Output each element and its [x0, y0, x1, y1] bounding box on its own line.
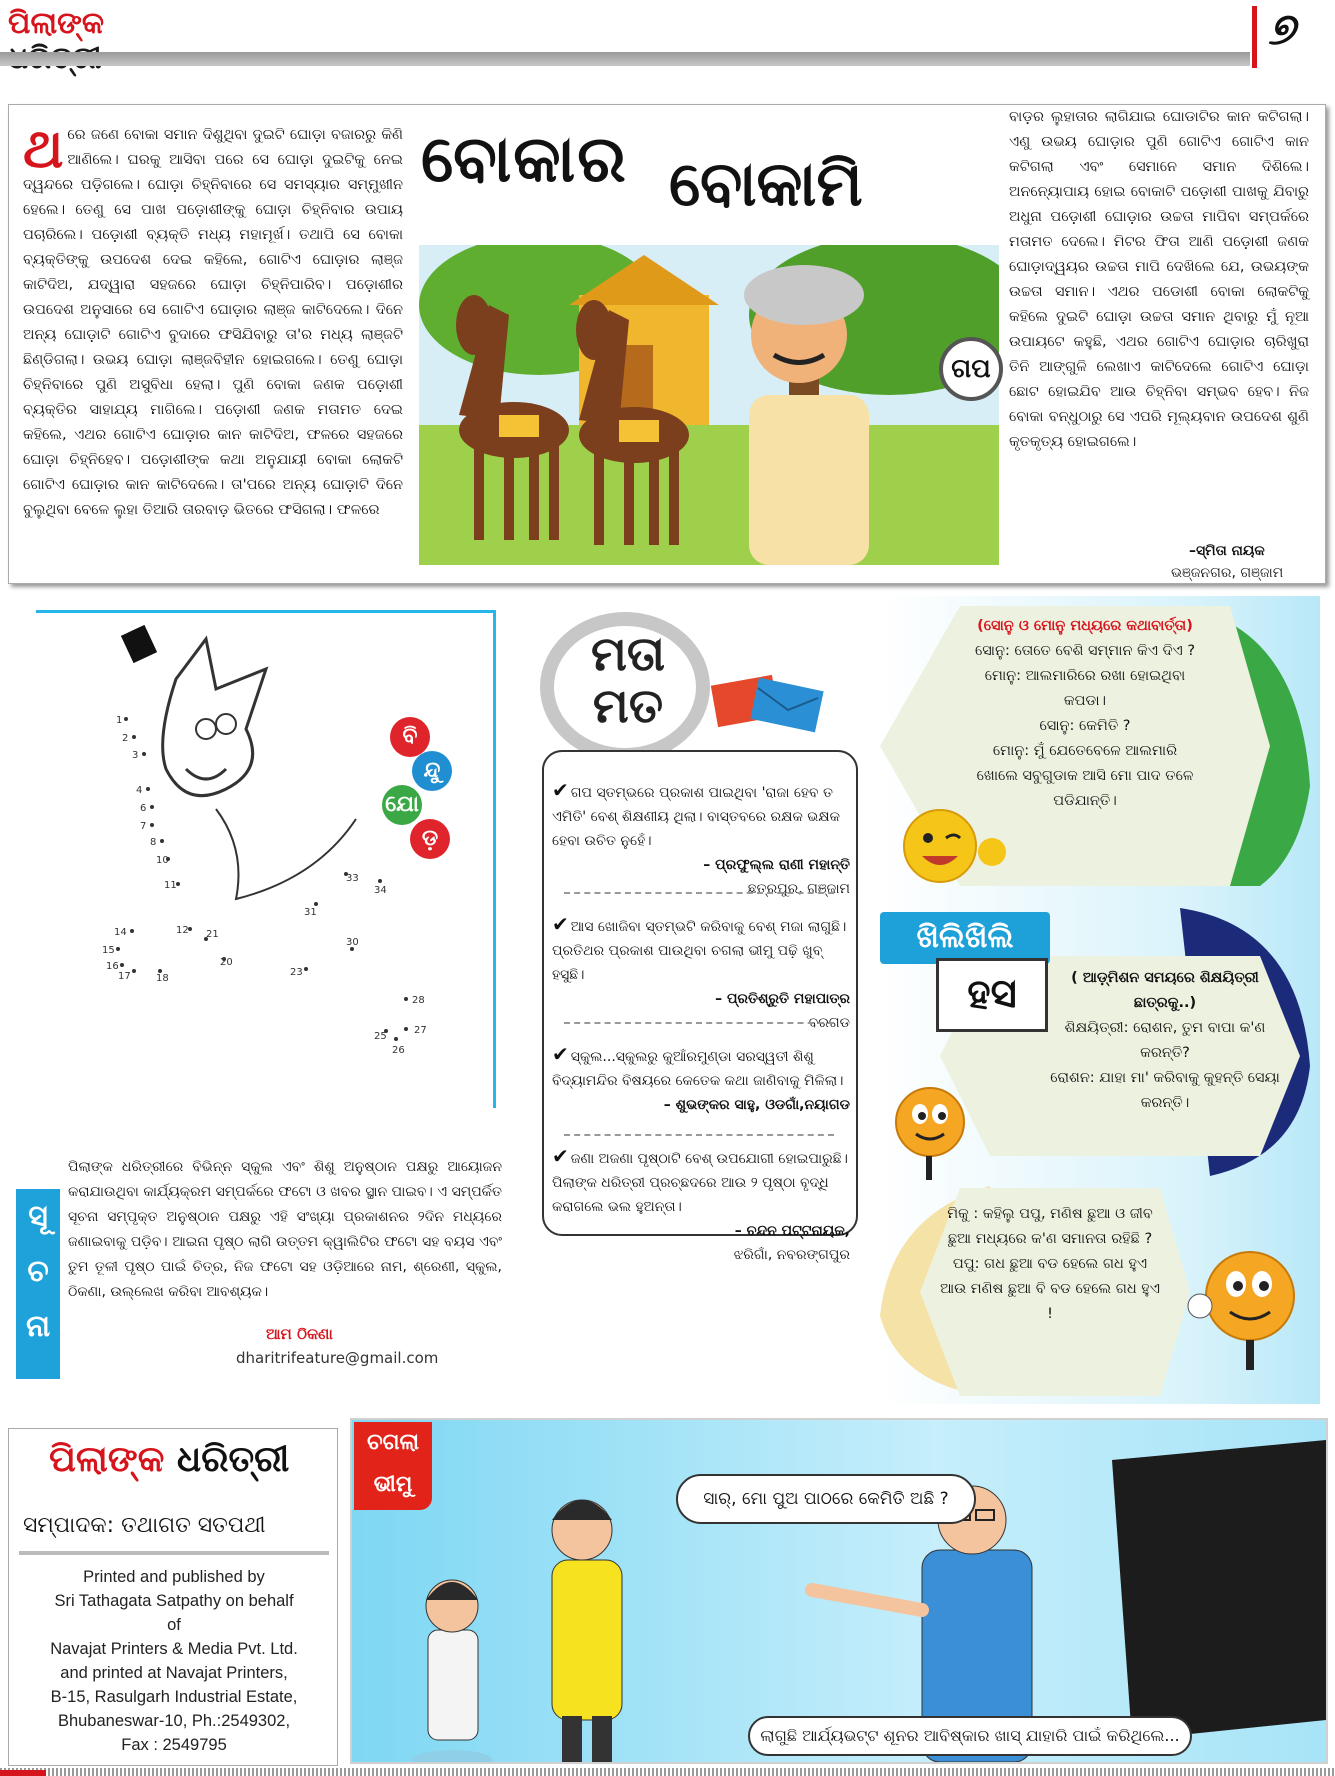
notice-address-heading: ଆମ ଠିକଣା [266, 1325, 333, 1343]
winking-smiley-icon [900, 806, 1010, 886]
joke-2-line: ଶିକ୍ଷୟିତ୍ରୀ: ରୋଶନ, ତୁମ ବାପା କ'ଣ କରନ୍ତି? [1064, 1020, 1266, 1061]
svg-text:17: 17 [118, 971, 131, 982]
joke-2-title: ( ଆଡ଼୍‌ମିଶନ ସମୟରେ ଶିକ୍ଷୟିତ୍ରୀ ଛାତ୍ରକୁ..) [1071, 970, 1259, 1011]
letter-author: – ପ୍ରତିଶ୍ରୁତି ମହାପାତ୍ର [715, 991, 850, 1007]
speech-bubble-teacher: ଲାଗୁଛି ଆର୍ଯ୍ୟଭଟ୍ଟ ଶୂନର ଆବିଷ୍କାର ଖାସ୍ ଯାହାରି ପାଇଁ କରିଥିଲେ... [748, 1716, 1192, 1756]
puzzle-bubble-1: ବି [390, 717, 430, 757]
svg-text:11: 11 [164, 880, 177, 891]
joke-2 [1040, 966, 1290, 1116]
puzzle-bubble-4: ଡ଼ [410, 819, 450, 859]
imprint-line: Bhubaneswar-10, Ph.:2549302, [57, 1712, 291, 1730]
letter-2 [552, 912, 850, 1035]
notice-email[interactable]: dharitrifeature@gmail.com [236, 1349, 439, 1367]
notice-tab-letter-1: ସୂ [28, 1199, 48, 1234]
letters-title-line2: ମତ [592, 678, 664, 734]
letter-author: – ପ୍ରଫୁଲ୍ଲ ରାଣୀ ମହାନ୍ତି [703, 857, 850, 873]
story-illustration [419, 245, 999, 565]
svg-text:23: 23 [290, 967, 303, 978]
joke-1-line: ମୋନୁ: ମୁଁ ଯେତେବେଳେ ଆଲମାରି ଖୋଲେ ସବୁଗୁଡାକ ଆସି ମୋ ପାଦ ତଳେ ପଡିଯାନ୍ତି। [976, 743, 1194, 809]
notice-tab [16, 1189, 60, 1379]
letters-title [568, 628, 688, 732]
joke-1-line: ମୋନୁ: ଆଲମାରିରେ ରଖା ହୋଇଥିବା କପଡା। [984, 668, 1186, 709]
dot-numbers [102, 715, 427, 1056]
footer-red-mark [0, 1770, 46, 1776]
letters-box [542, 750, 858, 1263]
thumbs-up-smiley-icon [1180, 1236, 1310, 1376]
envelope-icon [708, 664, 828, 734]
svg-text:3: 3 [132, 750, 139, 761]
joke-3-line: ପପୁ: ଗଧ ଛୁଆ ବଡ ହେଲେ ଗଧ ହୁଏ ଆଉ ମଣିଷ ଛୁଆ ବି ବଡ ହେଲେ ଗଧ ହୁଏ ! [940, 1256, 1160, 1322]
comic-tag [354, 1422, 432, 1510]
svg-text:7: 7 [140, 821, 147, 832]
svg-text:20: 20 [220, 957, 233, 968]
letter-4 [552, 1144, 850, 1267]
page-number: ୭ [1268, 4, 1295, 55]
svg-text:27: 27 [414, 1025, 427, 1036]
notice-body: ପିଲାଙ୍କ ଧରିତ୍ରୀରେ ବିଭିନ୍ନ ସ୍କୁଲ ଏବଂ ଶିଶୁ ଅନୁଷ୍ଠାନ ପକ୍ଷରୁ ଆୟୋଜନ କରାଯାଉଥିବା କାର୍ଯ୍ୟକ୍ରମ ସମ୍ପର୍କରେ ଫଟୋ ଓ ଖବର ସ୍ଥାନ ପାଇବ। ଏ ସମ୍ପର୍କିତ ସୂଚନା ସମ୍ପୃକ୍ତ ଅନୁଷ୍ଠାନ ପକ୍ଷରୁ ଏହି ସଂଖ୍ୟା ପ୍ରକାଶନର ୨ଦିନ ମଧ୍ୟରେ ଜଣାଇବାକୁ ପଡ଼ିବ। ଆଇନା ପୃଷ୍ଠ ଲାଗି ଉତ୍ତମ କ୍ୱାଲିଟିର ଫଟୋ ସହ ବୟସ ଏବଂ ତୁମ ତୂଳୀ ପୃଷ୍ଠ ପାଇଁ ଚିତ୍ର, ନିଜ ଫଟୋ ସହ ଓଡ଼ିଆରେ ନାମ, ଶ୍ରେଣୀ, ସ୍କୁଲ, ଠିକଣା, ଉଲ୍ଲେଖ କରିବା ଆବଶ୍ୟକ। [68, 1159, 502, 1300]
svg-text:33: 33 [346, 873, 359, 884]
imprint-divider [19, 1551, 329, 1555]
svg-text:34: 34 [374, 885, 387, 896]
svg-text:12: 12 [176, 925, 189, 936]
divider [564, 892, 834, 894]
imprint-line: Fax : 2549795 [121, 1736, 227, 1754]
jokes-heading-word1: ଖିଲିଖିଲି [880, 912, 1050, 964]
story-author: –ସ୍ମିତା ନାୟକ [1189, 543, 1265, 559]
svg-text:14: 14 [114, 927, 127, 938]
story-title-part1: ବୋକାର [421, 123, 628, 197]
speech-bubble-father: ସାର୍, ମୋ ପୁଅ ପାଠରେ କେମିତି ଅଛି ? [676, 1474, 976, 1524]
brand-logo [8, 6, 198, 54]
notice-box [16, 1153, 506, 1377]
letter-text: ଗପ ସ୍ତମ୍ଭରେ ପ୍ରକାଶ ପାଇଥିବା 'ରାଜା ହେବ ତ ଏମିତି' ବେଶ୍ ଶିକ୍ଷଣୀୟ ଥିଲା। ବାସ୍ତବରେ ରକ୍ଷକ ଭକ୍ଷକ ହେବା ଉଚିତ ନୁହେଁ। [552, 785, 840, 849]
comic-tag-line2: ଭୀମୁ [373, 1472, 413, 1497]
imprint-logo-part2: ଧରିତ୍ରୀ [176, 1439, 290, 1480]
svg-text:18: 18 [156, 973, 169, 984]
dot-puzzle [36, 610, 496, 1108]
thumbs-up-smiley-icon [880, 1076, 990, 1186]
letter-author: – ଶୁଭଙ୍କର ସାହୁ, ଓଡଗାଁ,ନୟାଗଡ [663, 1097, 850, 1113]
letter-text: ସ୍କୁଲ...ସ୍କୁଲରୁ କୁଆଁରମୁଣ୍ଡା ସରସ୍ୱତୀ ଶିଶୁ ବିଦ୍ୟାମନ୍ଦିର ବିଷୟରେ କେତେକ କଥା ଜାଣିବାକୁ ମିଳିଲା। [552, 1049, 844, 1089]
joke-1-line: ସୋନୁ: ତୋତେ ବେଶି ସମ୍ମାନ କିଏ ଦିଏ ? [974, 643, 1196, 659]
imprint-line: Navajat Printers & Media Pvt. Ltd. [50, 1640, 298, 1658]
brand-part1: ପିଲାଙ୍କ [8, 6, 105, 41]
imprint-line: Printed and published by [83, 1568, 265, 1586]
puzzle-bubble-3: ଯୋ [382, 785, 422, 825]
joke-3 [940, 1202, 1160, 1327]
imprint-box [8, 1428, 338, 1766]
joke-2-line: ରୋଶନ: ଯାହା ମା' କରିବାକୁ କୁହନ୍ତି ସେୟା କରନ୍ତି। [1050, 1070, 1280, 1111]
page-number-divider [1252, 6, 1257, 68]
svg-text:8: 8 [150, 837, 157, 848]
svg-text:15: 15 [102, 945, 115, 956]
header-bar [0, 52, 1250, 66]
imprint-text [29, 1565, 319, 1757]
svg-text:28: 28 [412, 995, 425, 1006]
svg-text:1: 1 [116, 715, 123, 726]
joke-3-line: ମିକୁ : କହିଲୁ ପପୁ, ମଣିଷ ଛୁଆ ଓ ଜୀବ ଛୁଆ ମଧ୍ୟରେ କ'ଣ ସମାନତା ରହିଛି ? [947, 1206, 1153, 1247]
letter-place: ଛତ୍ରପୁର, ଗଞ୍ଜାମ [747, 881, 850, 897]
check-icon: ✔ [552, 1042, 569, 1066]
imprint-line: Sri Tathagata Satpathy on behalf [54, 1592, 294, 1610]
comic-illustration [352, 1420, 1326, 1762]
imprint-line: of [167, 1616, 181, 1634]
puzzle-bubble-2: ନ୍ଦୁ [412, 751, 452, 791]
story-dropcap: ଥ [23, 116, 64, 180]
letter-text: ଆସ ଖୋଜିବା ସ୍ତମ୍ଭଟି କରିବାକୁ ବେଶ୍ ମଜା ଲାଗୁଛି। ପ୍ରତିଥର ପ୍ରକାଶ ପାଉଥିବା ଚଗଲା ଭୀମୁ ପଢ଼ି ଖୁବ୍ ହସୁଛି। [552, 919, 847, 983]
imprint-editor: ସମ୍ପାଦକ: ତଥାଗତ ସତପଥୀ [23, 1513, 266, 1538]
imprint-logo-part1: ପିଲାଙ୍କ [49, 1439, 165, 1480]
letter-1 [552, 778, 850, 901]
story-left-text: ରେ ଜଣେ ବୋକା ସମାନ ଦିଶୁଥିବା ଦୁଇଟି ଘୋଡ଼ା ବଜାରରୁ କିଣି ଆଣିଲେ। ଘରକୁ ଆସିବା ପରେ ସେ ଘୋଡ଼ା ଦୁଇଟିକୁ ନେଇ ଦ୍ୱନ୍ଦରେ ପଡ଼ିଗଲେ। ଘୋଡ଼ା ଚିହ୍ନିବାରେ ସେ ସମସ୍ୟାର ସମ୍ମୁଖୀନ ହେଲେ। ତେଣୁ ସେ ପାଖ ପଡ଼ୋଶୀଙ୍କୁ ଘୋଡ଼ା ଚିହ୍ନିବାର ଉପାୟ ପଚାରିଲେ। ପଡ଼ୋଶୀ ବ୍ୟକ୍ତି ମଧ୍ୟ ମହାମୂର୍ଖ। ତଥାପି ସେ ବୋକା ବ୍ୟକ୍ତିଙ୍କୁ ଉପଦେଶ ଦେଇ କହିଲେ, ଗୋଟିଏ ଘୋଡ଼ାର ଲାଞ୍ଜ କାଟିଦିଅ, ଯଦ୍ୱାରା ସହଜରେ ଘୋଡ଼ା ଚିହ୍ନିପାରିବ। ପଡ଼ୋଶୀର ଉପଦେଶ ଅନୁସାରେ ସେ ଗୋଟିଏ ଘୋଡ଼ାର ଲାଞ୍ଜ କାଟିଦେଲେ। ଦିନେ ଅନ୍ୟ ଘୋଡ଼ାଟି ଗୋଟିଏ ବୁଦାରେ ଫସିଯିବାରୁ ତା'ର ମଧ୍ୟ ଲାଞ୍ଜଟି ଛିଣ୍ଡିଗଲା। ଉଭୟ ଘୋଡ଼ା ଲାଞ୍ଜବିହୀନ ହୋଇଗଲେ। ତେଣୁ ଘୋଡ଼ା ଚିହ୍ନିବାରେ ପୁଣି ଅସୁବିଧା ହେଲା। ପୁଣି ବୋକା ଜଣକ ପଡ଼ୋଶୀ ବ୍ୟକ୍ତିର ସାହାଯ୍ୟ ମାଗିଲେ। ପଡ଼ୋଶୀ ଜଣକ ମତାମତ ଦେଇ କହିଲେ, ଏଥର ଗୋଟିଏ ଘୋଡ଼ାର କାନ କାଟିଦିଅ, ଫଳରେ ସହଜରେ ଘୋଡ଼ା ଚିହ୍ନିହେବ। ପଡ଼ୋଶୀଙ୍କ କଥା ଅନୁଯାୟୀ ବୋକା ଲୋକଟି ଗୋଟିଏ ଘୋଡ଼ାର କାନ କାଟିଦେଲେ। ତା'ପରେ ଅନ୍ୟ ଘୋଡ଼ାଟି ଦିନେ ବୁଲୁଥିବା ବେଳେ ଲୁହା ତିଆରି ତାରବାଡ଼ ଭିତରେ ଫସିଗଲା। ଫଳରେ [23, 127, 403, 518]
svg-text:16: 16 [106, 961, 119, 972]
letter-text: ଜଣା ଅଜଣା ପୃଷ୍ଠାଟି ବେଶ୍ ଉପଯୋଗୀ ହୋଇପାରୁଛି। ପିଲାଙ୍କ ଧରିତ୍ରୀ ପ୍ରଚ୍ଛଦରେ ଆଉ ୨ ପୃଷ୍ଠା ବୃଦ୍ଧି କରାଗଲେ ଭଲ ହୁଅନ୍ତା। [552, 1151, 848, 1215]
letter-place: ବରଗଡ [808, 1015, 850, 1031]
svg-text:6: 6 [140, 803, 147, 814]
svg-text:25: 25 [374, 1031, 387, 1042]
story-right-column: ବାଡ଼ର ଲୁହାତାର ଲାଗିଯାଇ ଘୋଡାଟିର କାନ କଟିଗଲା। ଏଣୁ ଉଭୟ ଘୋଡ଼ାର ପୁଣି ଗୋଟିଏ ଗୋଟିଏ କାନ କଟିଗଲା ଏବଂ ସେମାନେ ସମାନ ଦିଶିଲେ। ଅନନ୍ୟୋପାୟ ହୋଇ ବୋକାଟି ପଡ଼ୋଶୀ ପାଖକୁ ଯିବାରୁ ଅଧୁନା ପଡ଼ୋଶୀ ଘୋଡ଼ାର ଉଚ୍ଚତା ମାପିବା ସମ୍ପର୍କରେ ମତାମତ ଦେଲେ। ମିଟର ଫିତା ଆଣି ପଡ଼ୋଶୀ ଜଣକ ଘୋଡ଼ାଦ୍ୱୟର ଉଚ୍ଚତା ମାପି ଦେଖିଲେ ଯେ, ଉଭୟଙ୍କ ଉଚ୍ଚତା ସମାନ। ଏଥର ପଡୋଶୀ ବୋକା ଲୋକଟିକୁ କହିଲେ ଦୁଇଟି ଘୋଡ଼ା ଉଚ୍ଚତା ସମାନ ଥିବାରୁ ମୁଁ ନୂଆ ଉପାୟଟେ କହୁଛି, ଏଥର ଗୋଟିଏ ଘୋଡ଼ାର ଚାରିଖୁରା ତିନି ଆଙ୍ଗୁଳି ଲେଖାଏ କାଟିଦେଲେ ଗୋଟିଏ ଘୋଡ଼ା ଛୋଟ ହୋଇଯିବ ଆଉ ଚିହ୍ନିବା ସମ୍ଭବ ହେବ। ନିଜ ବୋକା ବନ୍ଧୁଠାରୁ ସେ ଏପରି ମୂଲ୍ୟବାନ ଉପଦେଶ ଶୁଣି କୃତକୃତ୍ୟ ହୋଇଗଲେ। [1009, 109, 1309, 450]
joke-1-title: (ସୋନୁ ଓ ମୋନୁ ମଧ୍ୟରେ କଥାବାର୍ତ୍ତା) [977, 618, 1193, 634]
check-icon: ✔ [552, 1144, 569, 1168]
story-section [8, 104, 1326, 584]
svg-text:26: 26 [392, 1045, 405, 1056]
divider [564, 1022, 834, 1024]
notice-tab-letter-3: ନା [25, 1309, 51, 1344]
letter-author: – ଚନ୍ଦନ ପଟ୍ଟନାୟକ, [734, 1223, 850, 1239]
joke-1-line: ସୋନୁ: କେମିତି ? [1039, 718, 1131, 734]
comic-strip [350, 1418, 1328, 1764]
dot-puzzle-drawing [56, 619, 456, 1099]
imprint-logo [49, 1439, 319, 1499]
story-title-part2: ବୋକାମି [669, 147, 863, 220]
svg-text:10: 10 [156, 855, 169, 866]
svg-text:21: 21 [206, 929, 219, 940]
svg-text:4: 4 [136, 785, 143, 796]
check-icon: ✔ [552, 912, 569, 936]
divider [564, 1134, 834, 1136]
joke-1 [970, 614, 1200, 814]
check-icon: ✔ [552, 778, 569, 802]
letter-3 [552, 1042, 850, 1117]
story-author-place: ଭଞ୍ଜନଗର, ଗଞ୍ଜାମ [1171, 565, 1284, 581]
imprint-line: B-15, Rasulgarh Industrial Estate, [50, 1688, 298, 1706]
letters-title-line1: ମତା [590, 626, 666, 682]
letter-place: ଝରିଗାଁ, ନବରଙ୍ଗପୁର [733, 1247, 850, 1263]
jokes-section [880, 596, 1320, 1404]
comic-tag-line1: ଚଗଲା [366, 1430, 420, 1455]
jokes-heading-word2: ହସ [936, 958, 1048, 1032]
notice-tab-letter-2: ଚ [27, 1254, 49, 1289]
footer-rule [0, 1768, 1335, 1776]
story-left-column [23, 116, 403, 523]
story-badge: ଗପ [939, 337, 1003, 401]
svg-text:2: 2 [122, 733, 129, 744]
svg-text:30: 30 [346, 937, 359, 948]
svg-text:31: 31 [304, 907, 317, 918]
imprint-line: and printed at Navajat Printers, [60, 1664, 288, 1682]
